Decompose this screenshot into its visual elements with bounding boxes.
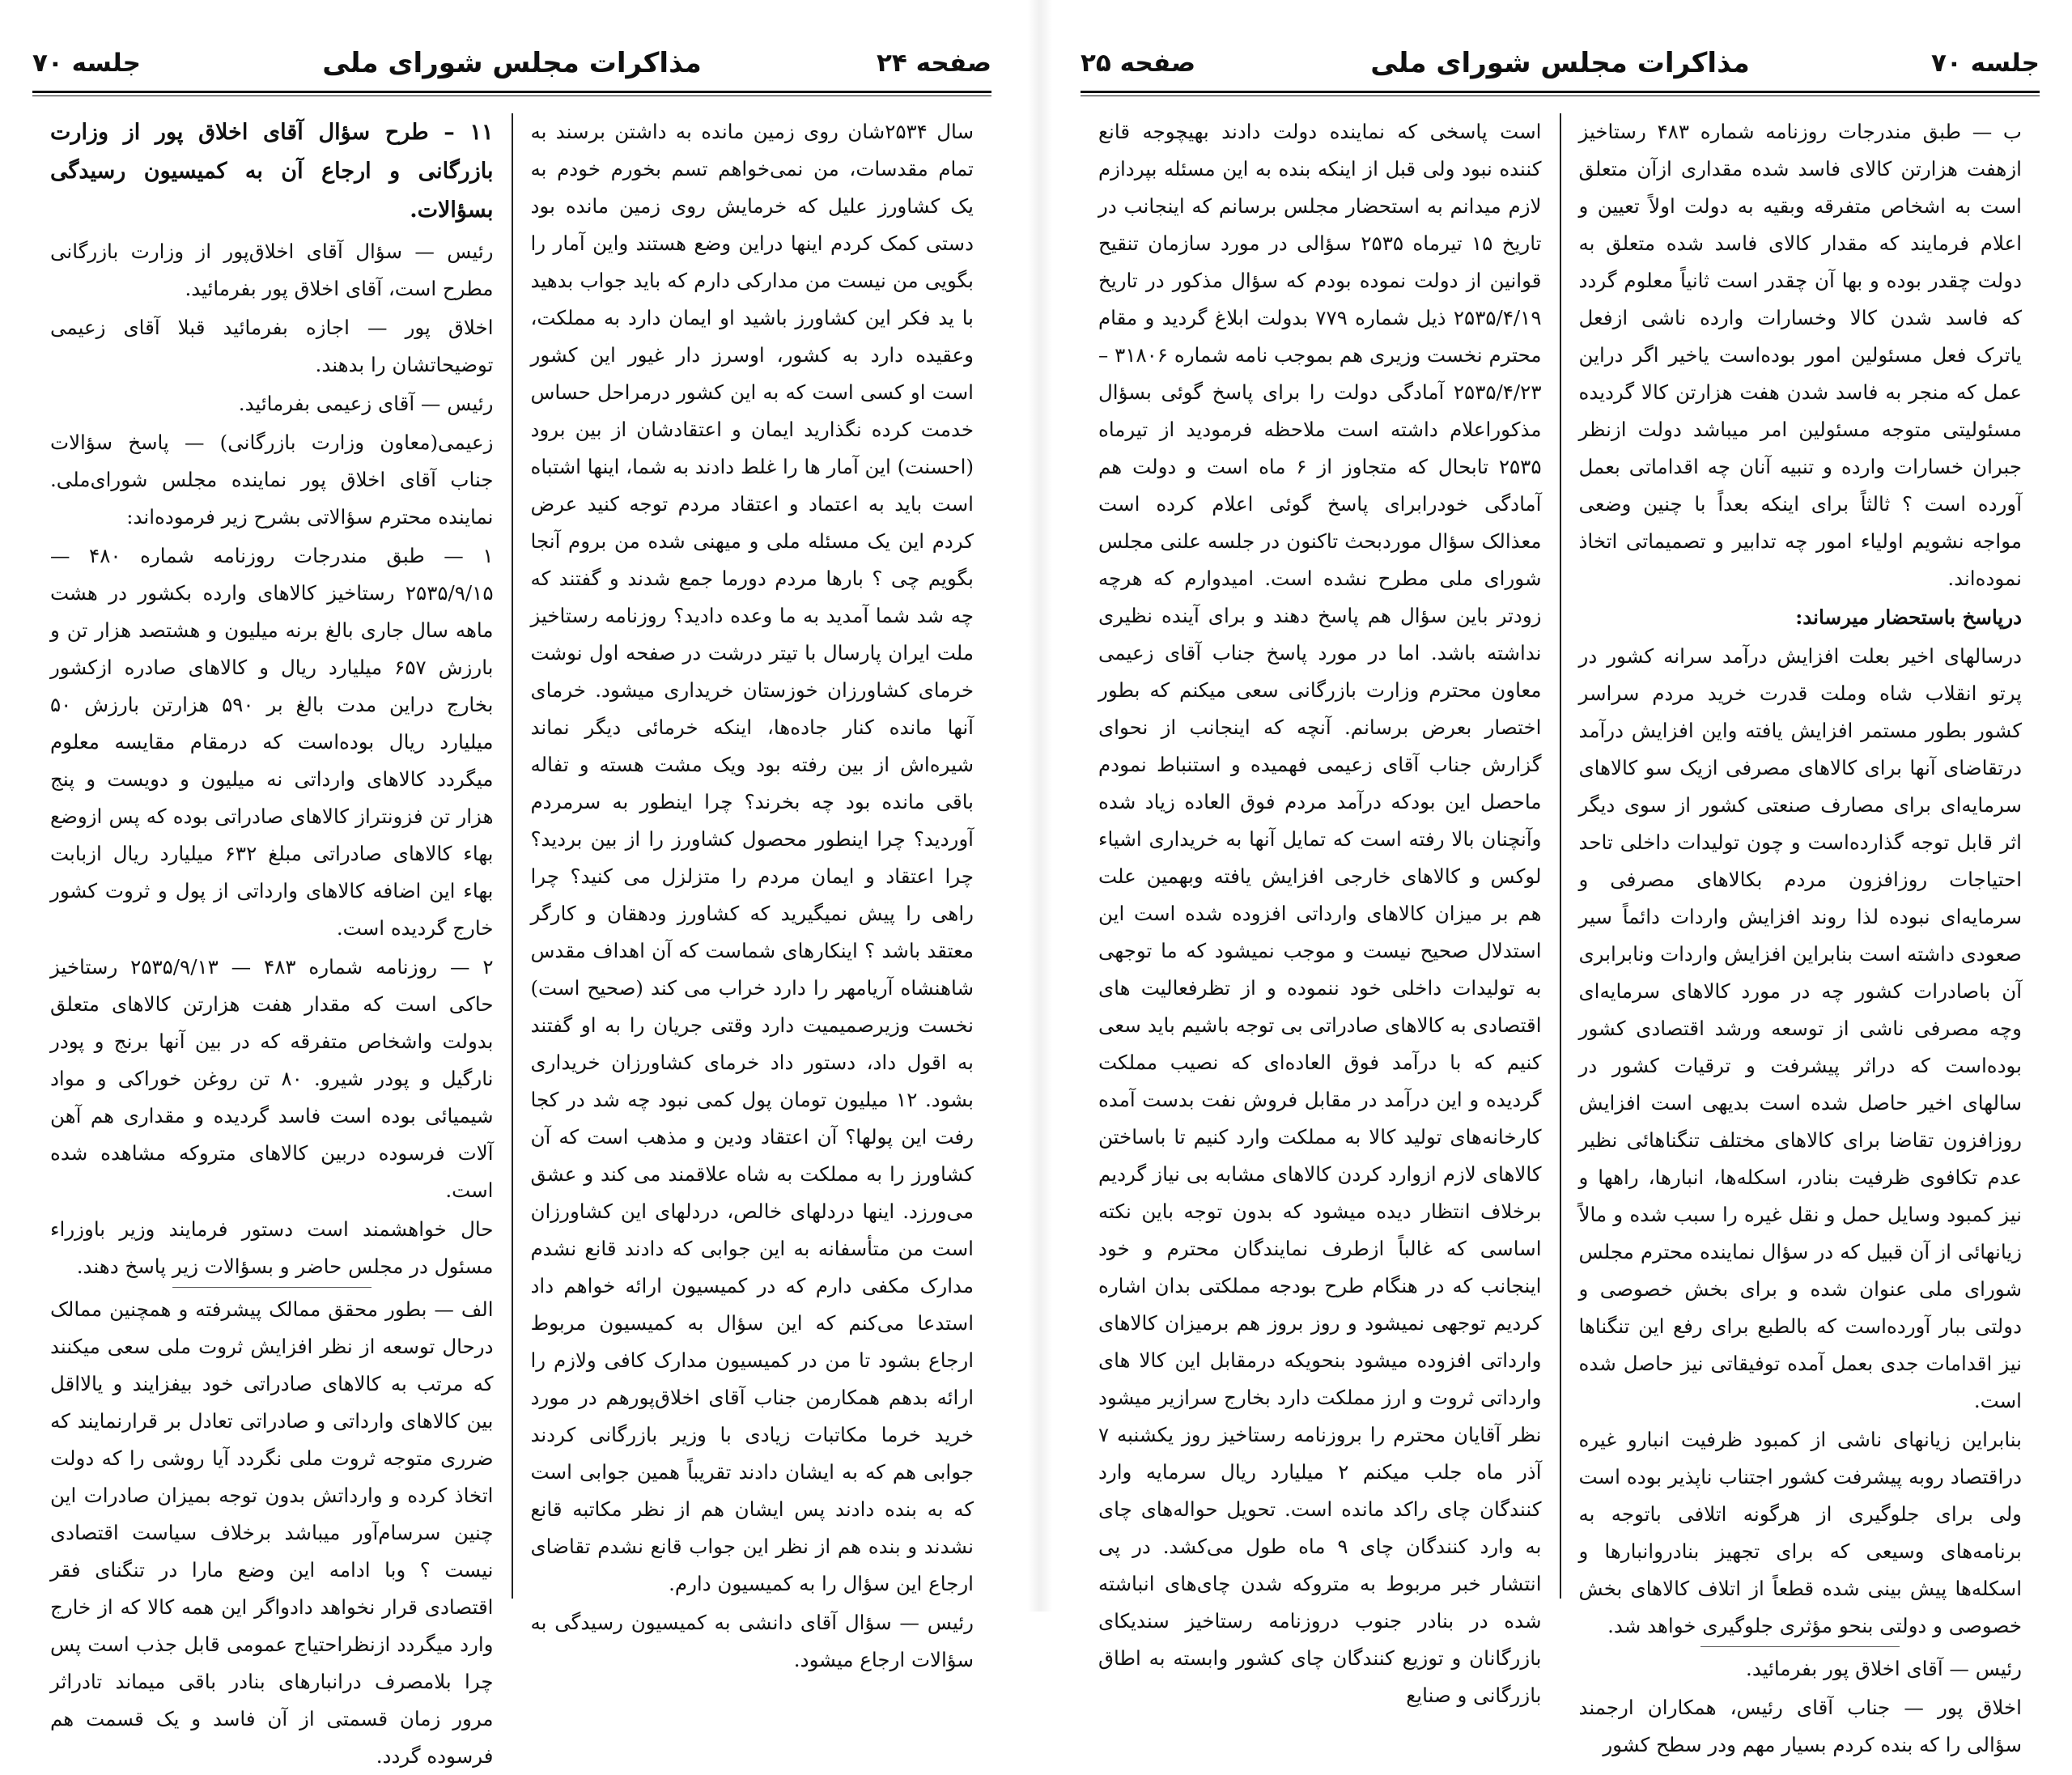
paragraph-question-a: الف — بطور محقق ممالک پیشرفته و همچنین ممالک درحال توسعه از نظر افزایش ثروت ملی سعی میکنند که مرتب به کالاهای صادراتی خود بیفزایند و یالااقل بین کالاهای وارداتی و صادراتی تعادل بر قرارنمایند که ضرری متوجه ثروت ملی نگردد آیا روشی را که دولت اتخاذ کرده و وارداتش بدون توجه بمیزان صادرات این چنین سرسام‌آور میباشد برخلاف سیاست اقتصادی نیست ؟ وبا ادامه این وضع مارا در تنگنای فقر اقتصادی قرار نخواهد دادواگر این همه کالا که از خارج وارد میگردد ازنظراحتیاج عمومی قابل جذب است پس چرا بلامصرف درانبارهای بنادر باقی میماند تادراثر مرور زمان قسمتی از آن فاسد و یک قسمت هم فرسوده گردد. — [50, 1297, 494, 1768]
paragraph: حال خواهشمند است دستور فرمایند وزیر باوزراء مسئول در مجلس حاضر و بسؤالات زیر پاسخ دهند. — [50, 1217, 494, 1278]
paragraph: درسالهای اخیر بعلت افزایش درآمد سرانه کشور در پرتو انقلاب شاه وملت قدرت خرید مردم سراسر کشور بطور مستمر افزایش یافته واین افزایش درآمد درتقاضای آنها برای کالاهای مصرفی ازیک سو کالاهای سرمایه‌ای برای مصارف صنعتی کشور از سوی دیگر اثر قابل توجه گذارده‌است و چون تولیدات داخلی تاحد احتیاجات روزافزون مردم بکالاهای مصرفی و سرمایه‌ای نبوده لذا روند افزایش واردات دائماً سیر صعودی داشته است بنابراین افزایش واردات ونابرابری آن باصادرات کشور چه در مورد کالاهای سرمایه‌ای وچه مصرفی ناشی از توسعه ورشد اقتصادی کشور بوده‌است که دراثر پیشرفت و ترقیات کشور در سالهای اخیر حاصل شده است بدیهی است افزایش روزافزون تقاضا برای کالاهای مختلف تنگناهائی نظیر عدم تکافوی ظرفیت بنادر، اسکله‌ها، انبارها، راهها و نیز کمبود وسایل حمل و نقل غیره را سبب شده و مالاً زیانهائی از آن قبیل که در سؤال نماینده محترم مجلس شورای ملی عنوان شده و برای بخش خصوصی و دولتی ببار آورده‌است که بالطبع برای رفع این تنگناها نیز اقدامات جدی بعمل آمده توفیقاتی نیز حاصل شده است. — [1578, 644, 2022, 1412]
journal-title: مذاکرات مجلس شورای ملی — [1370, 47, 1750, 79]
column-divider — [1560, 113, 1561, 1599]
paragraph-speaker: رئیس — سؤال آقای اخلاق‌پور از وزارت بازرگانی مطرح است، آقای اخلاق پور بفرمائید. — [50, 240, 494, 300]
paragraph-speaker: رئیس — آقای زعیمی بفرمائید. — [238, 392, 494, 415]
paragraph: است پاسخی که نماینده دولت دادند بهیچوجه قانع کننده نبود ولی قبل از اینکه بنده به این مسئله بپردازم لازم میدانم به استحضار مجلس برسانم که اینجانب در تاریخ ۱۵ تیرماه ۲۵۳۵ سؤالی در مورد سازمان تنقیح قوانین از دولت نموده بودم که سؤال مذکور در تاریخ ۲۵۳۵/۴/۱۹ ذیل شماره ۷۷۹ بدولت ابلاغ گردید و مقام محترم نخست وزیری هم بموجب نامه شماره ۳۱۸۰۶ – ۲۵۳۵/۴/۲۳ آمادگی دولت را برای پاسخ گوئی بسؤال مذکوراعلام داشته است ملاحظه فرمودید از تیرماه ۲۵۳۵ تابحال که متجاوز از ۶ ماه است و دولت هم آمادگی خودرابرای پاسخ گوئی اعلام کرده است معذالک سؤال موردبحث تاکنون در جلسه علنی مجلس شورای ملی مطرح نشده است. امیدوارم که هرچه زودتر باین سؤال هم پاسخ دهند و برای آینده نظیری نداشته باشد. اما در مورد پاسخ جناب آقای زعیمی معاون محترم وزارت بازرگانی سعی میکنم که بطور اختصار بعرض برسانم. آنچه که اینجانب از نحوای گزارش جناب آقای زعیمی فهمیده و استنباط نمودم ماحصل این بودکه درآمد مردم فوق العاده زیاد شده وآنچنان بالا رفته است که تمایل آنها به خریداری اشیاء لوکس و کالاهای خارجی افزایش یافته وبهمین علت هم بر میزان کالاهای وارداتی افزوده شده است این استدلال صحیح نیست و موجب نمیشود که ما توجهی به تولیدات داخلی خود ننموده و از تظرفعالیت های اقتصادی به کالاهای صادراتی بی توجه باشیم باید سعی کنیم که با درآمد فوق العاده‌ای که نصیب مملکت گردیده و این درآمد در مقابل فروش نفت بدست آمده کارخانه‌های تولید کالا به مملکت وارد کنیم تا باساختن کالاهای لازم ازوارد کردن کالاهای مشابه بی نیاز گردیم برخلاف انتظار دیده میشود که بدون توجه باین نکته اساسی که غالباً ازطرف نمایندگان محترم و خود اینجانب که در هنگام طرح بودجه مملکتی بدان اشاره کردیم توجهی نمیشود و روز بروز هم برمیزان کالاهای وارداتی افزوده میشود بنحویکه درمقابل این کالا های وارداتی ثروت و ارز مملکت دارد بخارج سرازیر میشود نظر آقایان محترم را بروزنامه رستاخیز روز یکشنبه ۷ آذر ماه جلب میکنم ۲ میلیارد ریال سرمایه وارد کنندگان چای راکد مانده است. تحویل حواله‌های چای به وارد کنندگان چای ۹ ماه طول می‌کشد. در پی انتشار خبر مربوط به متروکه شدن چای‌های انباشته شده در بنادر جنوب دروزنامه رستاخیز سندیکای بازرگانان و توزیع کنندگان چای کشور وابسته به اطاق بازرگانی و صنایع — [1098, 120, 1542, 1707]
paragraph-question-2: ۲ — روزنامه شماره ۴۸۳ — ۲۵۳۵/۹/۱۳ رستاخیز حاکی است که مقدار هفت هزارتن کالاهای متعلق بدولت واشخاص متفرقه که در بین آنها برنج و پودر نارگیل و پودر شیرو. ۸۰ تن روغن خوراکی و مواد شیمیائی بوده است فاسد گردیده و مقداری هم آهن آلات فرسوده دربین کالاهای متروکه مشاهده شده است. — [50, 955, 494, 1202]
paragraph-speaker: رئیس — آقای اخلاق پور بفرمائید. — [1746, 1657, 2022, 1680]
paragraph-question-1: ۱ — طبق مندرجات روزنامه شماره ۴۸۰ — ۲۵۳۵/۹/۱۵ رستاخیز کالاهای وارده بکشور در هشت ماهه سال جاری بالغ برنه میلیون و هشتصد هزار تن و بارزش ۶۵۷ میلیارد ریال و کالاهای صادره ازکشور بخارج دراین مدت بالغ بر ۵۹۰ هزارتن بارزش ۵۰ میلیارد ریال بوده‌است که درمقام مقایسه معلوم میگردد کالاهای وارداتی نه میلیون و دویست و پنج هزار تن فزونتراز کالاهای صادراتی بوده که پس ازوضع بهاء کالاهای صادراتی مبلغ ۶۳۲ میلیارد ریال ازبابت بهاء این اضافه کالاهای وارداتی از پول و ثروت کشور خارج گردیده است. — [50, 544, 494, 940]
book-gutter — [1028, 0, 1052, 1612]
page-header — [32, 40, 991, 86]
header-rule — [32, 91, 991, 93]
paragraph-question-b: ب — طبق مندرجات روزنامه شماره ۴۸۳ رستاخیز ازهفت هزارتن کالای فاسد شده مقداری ازآن متعلق است به اشخاص متفرقه وبقیه به دولت اولاً تعیین و اعلام فرمایند که مقدار کالای فاسد شده متعلق به دولت چقدر بوده و بها آن چقدر است ثانیاً معلوم گردد که فاسد شدن کالا وخسارات وارده ناشی ازفعل یاترک فعل مسئولین امور بوده‌است یاخیر اگر دراین عمل که منجر به فاسد شدن هفت هزارتن کالا گردیده مسئولیتی متوجه مسئولین امر میباشد دولت ازنظر جبران خسارات وارده و تنبیه آنان چه اقداماتی بعمل آورده است ؟ ثالثاً برای اینکه بعداً با چنین وضعی مواجه نشویم اولیاء امور چه تدابیر و تصمیماتی اتخاذ نموده‌اند. — [1578, 120, 2022, 590]
session-label: جلسه ۷۰ — [1931, 49, 2040, 78]
page-number: صفحه ۲۴ — [876, 49, 991, 78]
short-rule — [172, 1287, 372, 1288]
page-number: صفحه ۲۵ — [1081, 49, 1196, 78]
page-25 — [1081, 32, 2040, 1756]
paragraph-speaker: زعیمی(معاون وزارت بازرگانی) — پاسخ سؤالات جناب آقای اخلاق پور نماینده مجلس شورای‌ملی. نماینده محترم سؤالاتی بشرح زیر فرموده‌اند: — [50, 431, 494, 529]
paragraph-heading: درپاسخ باستحضار میرساند: — [1795, 605, 2022, 629]
column-right — [1561, 113, 2040, 1756]
agenda-item-title: ۱۱ – طرح سؤال آقای اخلاق پور از وزارت بازرگانی و ارجاع آن به کمیسیون رسیدگی بسؤالات. — [50, 120, 494, 223]
page-columns — [1081, 113, 2040, 1756]
session-label: جلسه ۷۰ — [32, 49, 141, 78]
paragraph-speaker: اخلاق پور — جناب آقای رئیس، همکاران ارجمند سؤالی را که بنده کردم بسیار مهم ودر سطح کشور — [1578, 1696, 2022, 1756]
paragraph: بنابراین زیانهای ناشی از کمبود ظرفیت انبارو غیره دراقتصاد روبه پیشرفت کشور اجتناب ناپذیر بوده است ولی برای جلوگیری از هرگونه اتلافی باتوجه به برنامه‌های وسیعی که برای تجهیز بنادروانبارها و اسکله‌ها پیش بینی شده قطعاً از اتلاف کالاهای بخش خصوصی و دولتی بنحو مؤثری جلوگیری خواهد شد. — [1578, 1428, 2022, 1637]
page-24 — [32, 32, 991, 1768]
paragraph: سال ۲۵۳۴شان روی زمین مانده به داشتن برسند به تمام مقدسات، من نمی‌خواهم تسم بخورم خودم به یک کشاورز علیل که خرمایش روی زمین مانده بود دستی کمک کردم اینها دراین وضع هستند واین آمار را بگویی من نیست من مدارکی دارم که باید جواب بدهید با ید فکر این کشاورز باشید او ایمان دارد به مملکت، وعقیده دارد به کشور، اوسرز دار غیور این کشور است او کسی است که به این کشور درمراحل حساس خدمت کرده نگذارید ایمان و اعتقادشان از بین برود (احسنت) این آمار ها را غلط دادند به شما، اینها اشتباه است باید به اعتماد و اعتقاد مردم توجه کنید عرض کردم این یک مسئله ملی و میهنی شده من بروم آنجا بگویم چی ؟ بارها مردم دورما جمع شدند و گفتند که چه شد شما آمدید به ما وعده دادید؟ روزنامه رستاخیز ملت ایران پارسال با تیتر درشت در صفحه اول نوشت خرمای کشاورزان خوزستان خریداری میشود. خرمای آنها مانده کنار جاده‌ها، اینکه خرمائی دیگر نماند شیره‌اش از بین رفته بود ویک مشت هسته و تفاله باقی مانده بود چه بخرند؟ چرا اینطور به سرمردم آوردید؟ چرا اینطور محصول کشاورز را از بین بردید؟ چرا اعتقاد و ایمان مردم را متزلزل می کنید؟ چرا راهی را پیش نمیگیرید که کشاورز ودهقان و کارگر معتقد باشد ؟ اینکارهای شماست که آن اهداف مقدس شاهنشاه آریامهر را دارد خراب می کند (صحیح است) نخست وزیرصمیمیت دارد وقتی جریان را به او گفتند به اقول داد، دستور داد خرمای کشاورزان خریداری بشود. ۱۲ میلیون تومان پول کمی نبود چه شد در کجا رفت این پولها؟ آن اعتقاد ودین و مذهب است که آن کشاورز را به مملکت به شاه علاقمند می کند و عشق می‌ورزد. اینها دردلهای خالص، دردلهای این کشاورزان است من متأسفانه به این جوابی که دادند قانع نشدم مدارک مکفی دارم که در کمیسیون ارائه خواهم داد استدعا می‌کنم که این سؤال به کمیسیون مربوط ارجاع بشود تا من در کمیسیون مدارک کافی ولازم را ارائه بدهم همکارمن جناب آقای اخلاق‌پورهم در مورد خرید خرما مکاتبات زیادی با وزیر بازرگانی کردند جوابی هم که به ایشان دادند تقریباً همین جوابی است که به بنده دادند پس ایشان هم از نظر مکاتبه قانع نشدند و بنده هم از نظر این جواب قانع نشدم تقاضای ارجاع این سؤال را به کمیسیون دارم. — [530, 120, 974, 1595]
page-columns — [32, 113, 991, 1768]
paragraph-speaker: اخلاق پور — اجازه بفرمائید قبلا آقای زعیمی توضیحاتشان را بدهند. — [50, 316, 494, 376]
column-divider — [512, 113, 513, 1599]
column-left — [1081, 113, 1560, 1707]
paragraph-speaker: رئیس — سؤال آقای دانشی به کمیسیون رسیدگی به سؤالات ارجاع میشود. — [530, 1611, 974, 1671]
column-left — [32, 113, 512, 1768]
header-rule — [1081, 91, 2040, 93]
short-rule — [1700, 1646, 1900, 1647]
page-header — [1081, 40, 2040, 86]
column-right — [513, 113, 992, 1671]
journal-title: مذاکرات مجلس شورای ملی — [322, 47, 702, 79]
